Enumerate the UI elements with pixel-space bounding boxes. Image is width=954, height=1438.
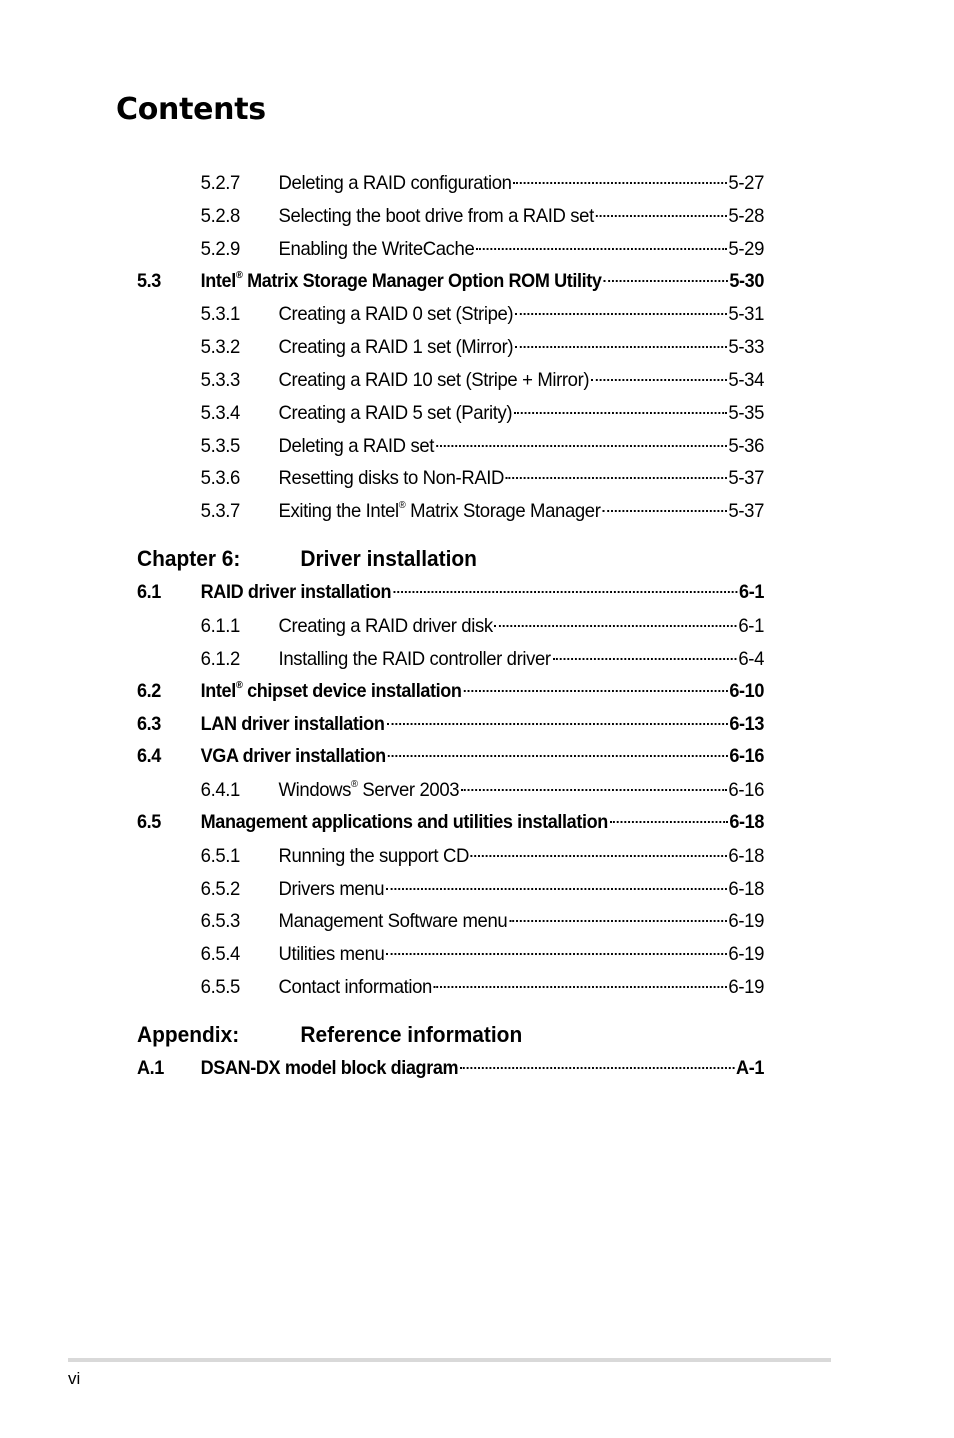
toc-entry-title: Windows® Server 2003 <box>278 778 460 801</box>
toc-entry-number: 6.1.1 <box>200 615 240 637</box>
toc-entry-title: Intel® chipset device installation <box>200 679 462 702</box>
toc-entry-page: 5-28 <box>728 205 764 227</box>
toc-entry-6-5-1[interactable] <box>137 841 764 871</box>
toc-entry-number: 6.4 <box>137 746 161 767</box>
dot-leader <box>514 412 726 414</box>
toc-entry-page: 5-31 <box>728 303 764 325</box>
toc-entry-6-1[interactable] <box>137 578 764 608</box>
toc-entry-title: Management applications and utilities installation <box>200 812 608 833</box>
toc-entry-6-1-1[interactable] <box>137 611 764 641</box>
toc-entry-title: Drivers menu <box>278 878 385 900</box>
toc-entry-number: 6.2 <box>137 681 161 702</box>
dot-leader <box>436 445 727 447</box>
toc-entry-title: VGA driver installation <box>200 746 386 767</box>
toc-entry-page: 5-36 <box>728 435 764 457</box>
chapter-label: Chapter 6: <box>137 546 241 571</box>
toc-entry-title: Intel® Matrix Storage Manager Option ROM Utility <box>200 269 602 292</box>
dot-leader <box>495 625 737 627</box>
dot-leader <box>476 248 726 250</box>
page-title: Contents <box>116 92 266 127</box>
toc-entry-page: 5-29 <box>728 238 764 260</box>
toc-entry-title: Management Software menu <box>278 910 508 932</box>
toc-entry-6-4[interactable] <box>137 742 764 772</box>
toc-entry-page: 6-18 <box>728 845 764 867</box>
toc-entry-number: 5.3.3 <box>200 369 240 391</box>
toc-entry-title: Selecting the boot drive from a RAID set <box>278 205 594 227</box>
toc-entry-number: 5.3.4 <box>200 402 240 424</box>
toc-entry-page: 5-27 <box>728 172 764 194</box>
toc-entry-title: RAID driver installation <box>200 582 392 603</box>
toc-entry-a-1[interactable] <box>137 1054 764 1084</box>
toc-entry-page: 6-18 <box>729 812 764 833</box>
toc-entry-title: Deleting a RAID set <box>278 435 435 457</box>
toc-entry-5-3-3[interactable] <box>137 365 764 395</box>
toc-entry-5-2-9[interactable] <box>137 234 764 264</box>
toc-entry-page: 5-33 <box>728 336 764 358</box>
toc-entry-6-5-2[interactable] <box>137 874 764 904</box>
toc-entry-title: Installing the RAID controller driver <box>278 648 551 670</box>
toc-entry-page: 6-1 <box>738 615 764 637</box>
toc-entry-5-2-8[interactable] <box>137 201 764 231</box>
toc-entry-6-3[interactable] <box>137 710 764 740</box>
toc-entry-page: 5-35 <box>728 402 764 424</box>
toc-entry-number: A.1 <box>137 1058 164 1079</box>
dot-leader <box>386 723 727 725</box>
toc-entry-5-3-4[interactable] <box>137 398 764 428</box>
toc-entry-number: 5.2.9 <box>200 238 240 260</box>
toc-entry-6-2[interactable] <box>137 677 764 707</box>
toc-entry-title: Creating a RAID 1 set (Mirror) <box>278 336 514 358</box>
toc-entry-title: Resetting disks to Non-RAID <box>278 467 505 489</box>
toc-entry-number: 5.3.2 <box>200 336 240 358</box>
toc-entry-5-3[interactable] <box>137 267 764 297</box>
dot-leader <box>553 658 737 660</box>
dot-leader <box>434 986 727 988</box>
toc-entry-page: 6-16 <box>728 779 764 801</box>
dot-leader <box>393 591 737 593</box>
toc-entry-page: 6-4 <box>738 648 764 670</box>
toc-entry-5-2-7[interactable] <box>137 168 764 198</box>
toc-entry-number: 6.4.1 <box>200 779 240 801</box>
dot-leader <box>513 182 726 184</box>
dot-leader <box>515 313 726 315</box>
dot-leader <box>471 855 727 857</box>
page-number: vi <box>68 1369 81 1388</box>
toc-entry-5-3-1[interactable] <box>137 299 764 329</box>
toc-entry-page: 6-10 <box>729 681 764 702</box>
toc-entry-number: 6.3 <box>137 714 161 735</box>
dot-leader <box>604 280 728 282</box>
footer-divider <box>68 1358 831 1362</box>
toc-entry-number: 6.5.3 <box>200 910 240 932</box>
toc-entry-page: 6-16 <box>729 746 764 767</box>
chapter-title: Reference information <box>300 1022 523 1047</box>
toc-entry-number: 6.5.4 <box>200 943 240 965</box>
dot-leader <box>591 379 726 381</box>
toc-entry-page: 6-19 <box>728 976 764 998</box>
toc-entry-page: 6-1 <box>739 582 764 603</box>
chapter-label: Appendix: <box>137 1022 240 1047</box>
dot-leader <box>610 821 728 823</box>
toc-entry-title: Running the support CD <box>278 845 469 867</box>
toc-entry-6-5[interactable] <box>137 808 764 838</box>
toc-entry-6-5-3[interactable] <box>137 906 764 936</box>
toc-entry-title: DSAN-DX model block diagram <box>200 1058 459 1079</box>
chapter-title: Driver installation <box>300 546 477 571</box>
toc-entry-6-5-4[interactable] <box>137 939 764 969</box>
dot-leader <box>463 690 727 692</box>
toc-entry-number: 5.3.7 <box>200 500 240 522</box>
dot-leader <box>509 920 726 922</box>
toc-entry-number: 5.3 <box>137 271 161 292</box>
toc-entry-number: 6.1.2 <box>200 648 240 670</box>
toc-entry-number: 5.3.5 <box>200 435 240 457</box>
dot-leader <box>388 755 728 757</box>
dot-leader <box>461 789 726 791</box>
toc-entry-6-1-2[interactable] <box>137 644 764 674</box>
dot-leader <box>602 510 726 512</box>
toc-entry-page: 6-19 <box>728 943 764 965</box>
toc-entry-title: Utilities menu <box>278 943 385 965</box>
dot-leader <box>460 1067 734 1069</box>
dot-leader <box>386 888 726 890</box>
toc-entry-title: Contact information <box>278 976 432 998</box>
toc-entry-number: 5.3.1 <box>200 303 240 325</box>
dot-leader <box>515 346 726 348</box>
toc-entry-number: 6.5.5 <box>200 976 240 998</box>
toc-entry-title: Deleting a RAID configuration <box>278 172 512 194</box>
toc-entry-page: 6-19 <box>728 910 764 932</box>
toc-entry-number: 6.5.2 <box>200 878 240 900</box>
toc-entry-number: 6.5.1 <box>200 845 240 867</box>
toc-entry-5-3-5[interactable] <box>137 431 764 461</box>
toc-entry-title: LAN driver installation <box>200 714 385 735</box>
toc-entry-title: Exiting the Intel® Matrix Storage Manager <box>278 499 601 522</box>
toc-entry-6-4-1[interactable] <box>137 775 764 805</box>
toc-entry-page: 5-34 <box>728 369 764 391</box>
toc-entry-5-3-6[interactable] <box>137 463 764 493</box>
toc-entry-page: 5-37 <box>728 500 764 522</box>
toc-entry-5-3-7[interactable] <box>137 496 764 526</box>
toc-entry-page: A-1 <box>736 1058 764 1079</box>
toc-entry-number: 5.3.6 <box>200 467 240 489</box>
toc-entry-6-5-5[interactable] <box>137 972 764 1002</box>
toc-entry-page: 6-18 <box>728 878 764 900</box>
toc-entry-number: 5.2.8 <box>200 205 240 227</box>
toc-entry-title: Creating a RAID 0 set (Stripe) <box>278 303 514 325</box>
toc-entry-number: 6.1 <box>137 582 161 603</box>
toc-entry-title: Creating a RAID 5 set (Parity) <box>278 402 513 424</box>
dot-leader <box>596 215 727 217</box>
toc-entry-title: Enabling the WriteCache <box>278 238 475 260</box>
dot-leader <box>386 953 726 955</box>
toc-entry-page: 5-37 <box>728 467 764 489</box>
toc-entry-number: 5.2.7 <box>200 172 240 194</box>
toc-entry-page: 5-30 <box>729 271 764 292</box>
toc-entry-title: Creating a RAID 10 set (Stripe + Mirror) <box>278 369 590 391</box>
toc-entry-5-3-2[interactable] <box>137 332 764 362</box>
toc-entry-number: 6.5 <box>137 812 161 833</box>
toc-entry-title: Creating a RAID driver disk <box>278 615 493 637</box>
toc-entry-page: 6-13 <box>729 714 764 735</box>
dot-leader <box>506 477 727 479</box>
